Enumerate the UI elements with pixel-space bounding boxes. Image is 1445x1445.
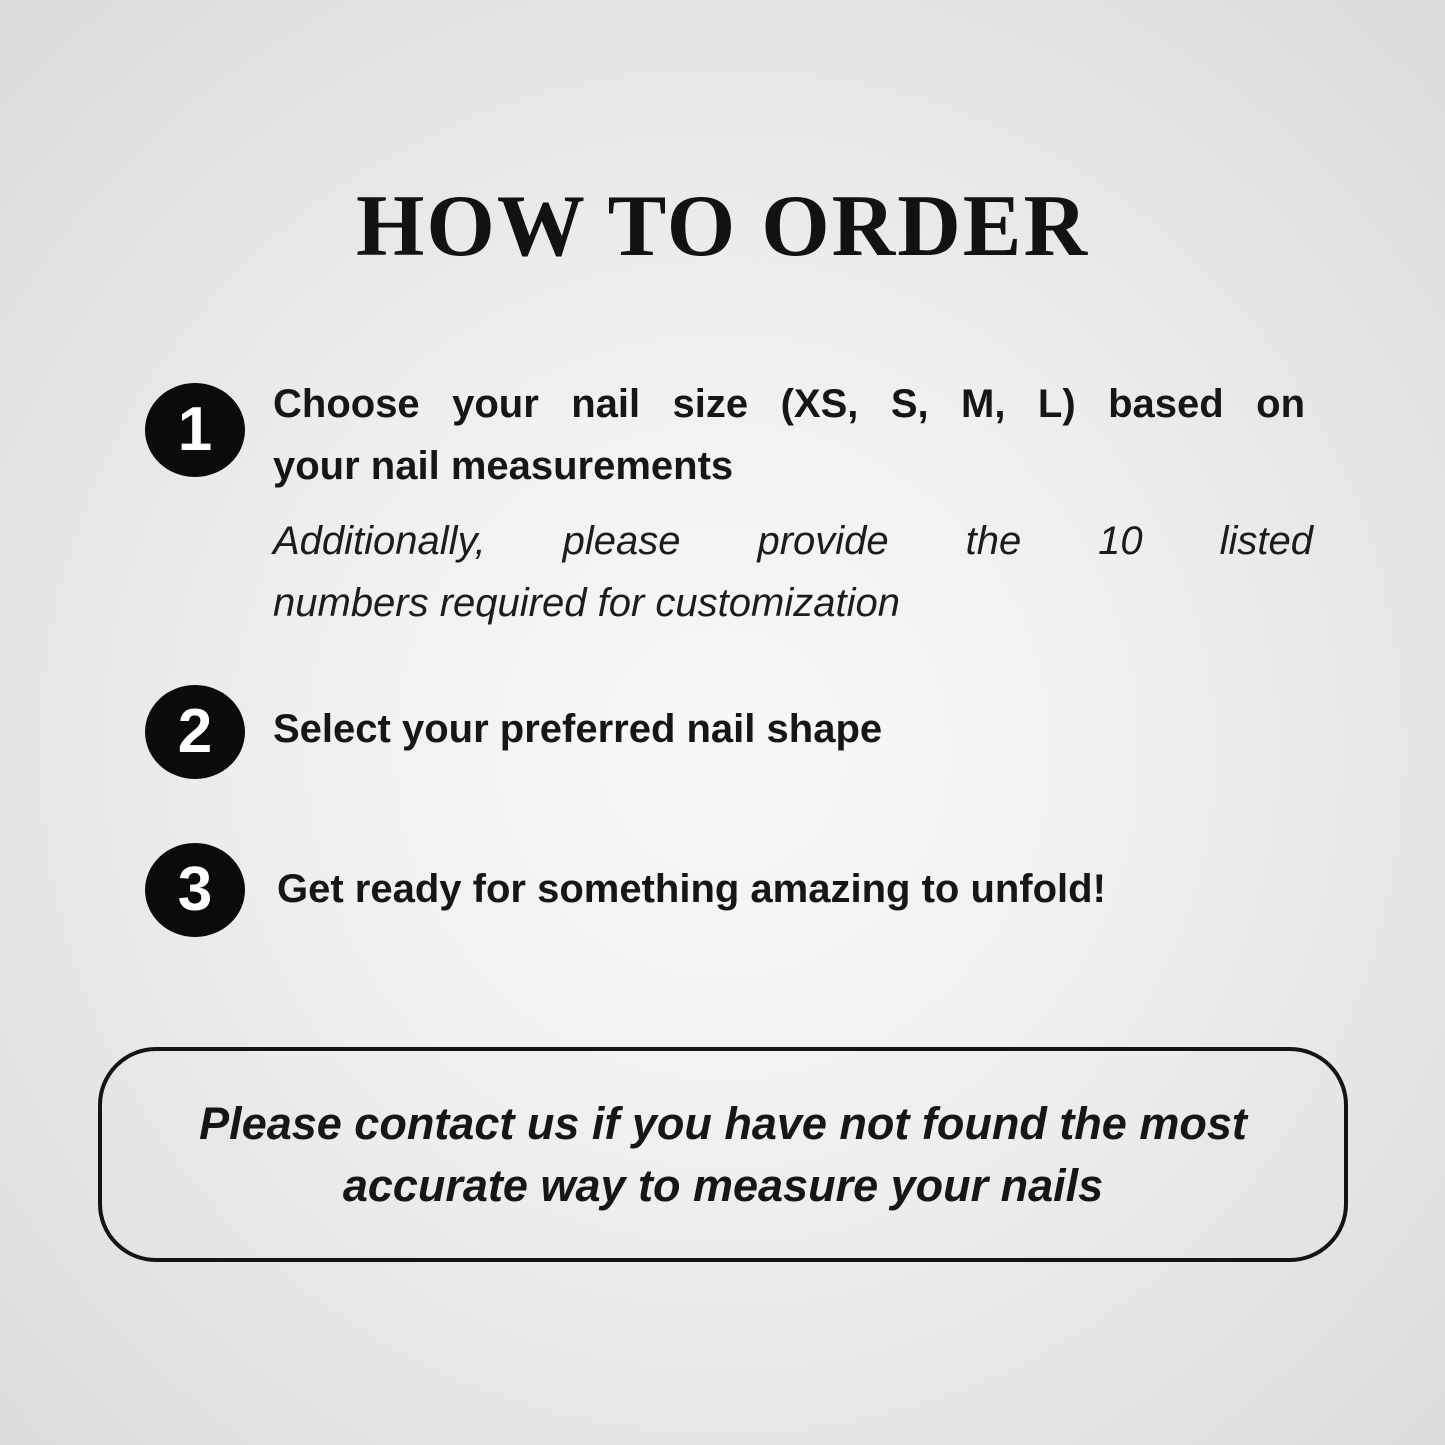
step-1-note [273, 510, 1313, 634]
step-3-heading [277, 858, 1309, 920]
step-3-heading-line: Get ready for something amazing to unfold! [277, 867, 1106, 911]
step-3-number: 3 [177, 855, 213, 924]
step-1-note-line-1: Additionally, please provide the 10 listed [273, 519, 1313, 563]
step-1-number: 1 [177, 395, 213, 464]
step-2-heading-line: Select your preferred nail shape [273, 707, 883, 751]
step-1-heading-line-1: Choose your nail size (XS, S, M, L) based on [273, 382, 1305, 426]
contact-note-line-1: Please contact us if you have not found the most [199, 1097, 1247, 1149]
step-1-note-line-2: numbers required for customization [273, 581, 900, 625]
step-2-heading [273, 698, 1305, 760]
step-2-number: 2 [177, 697, 213, 766]
contact-note-box [98, 1047, 1348, 1262]
contact-note-line-2: accurate way to measure your nails [342, 1159, 1104, 1211]
step-1-badge [145, 383, 245, 477]
page-title: HOW TO ORDER [355, 178, 1090, 275]
step-3-badge [145, 843, 245, 937]
step-2-badge [145, 685, 245, 779]
step-1-heading [273, 373, 1305, 497]
step-1-heading-line-2: your nail measurements [273, 444, 734, 488]
